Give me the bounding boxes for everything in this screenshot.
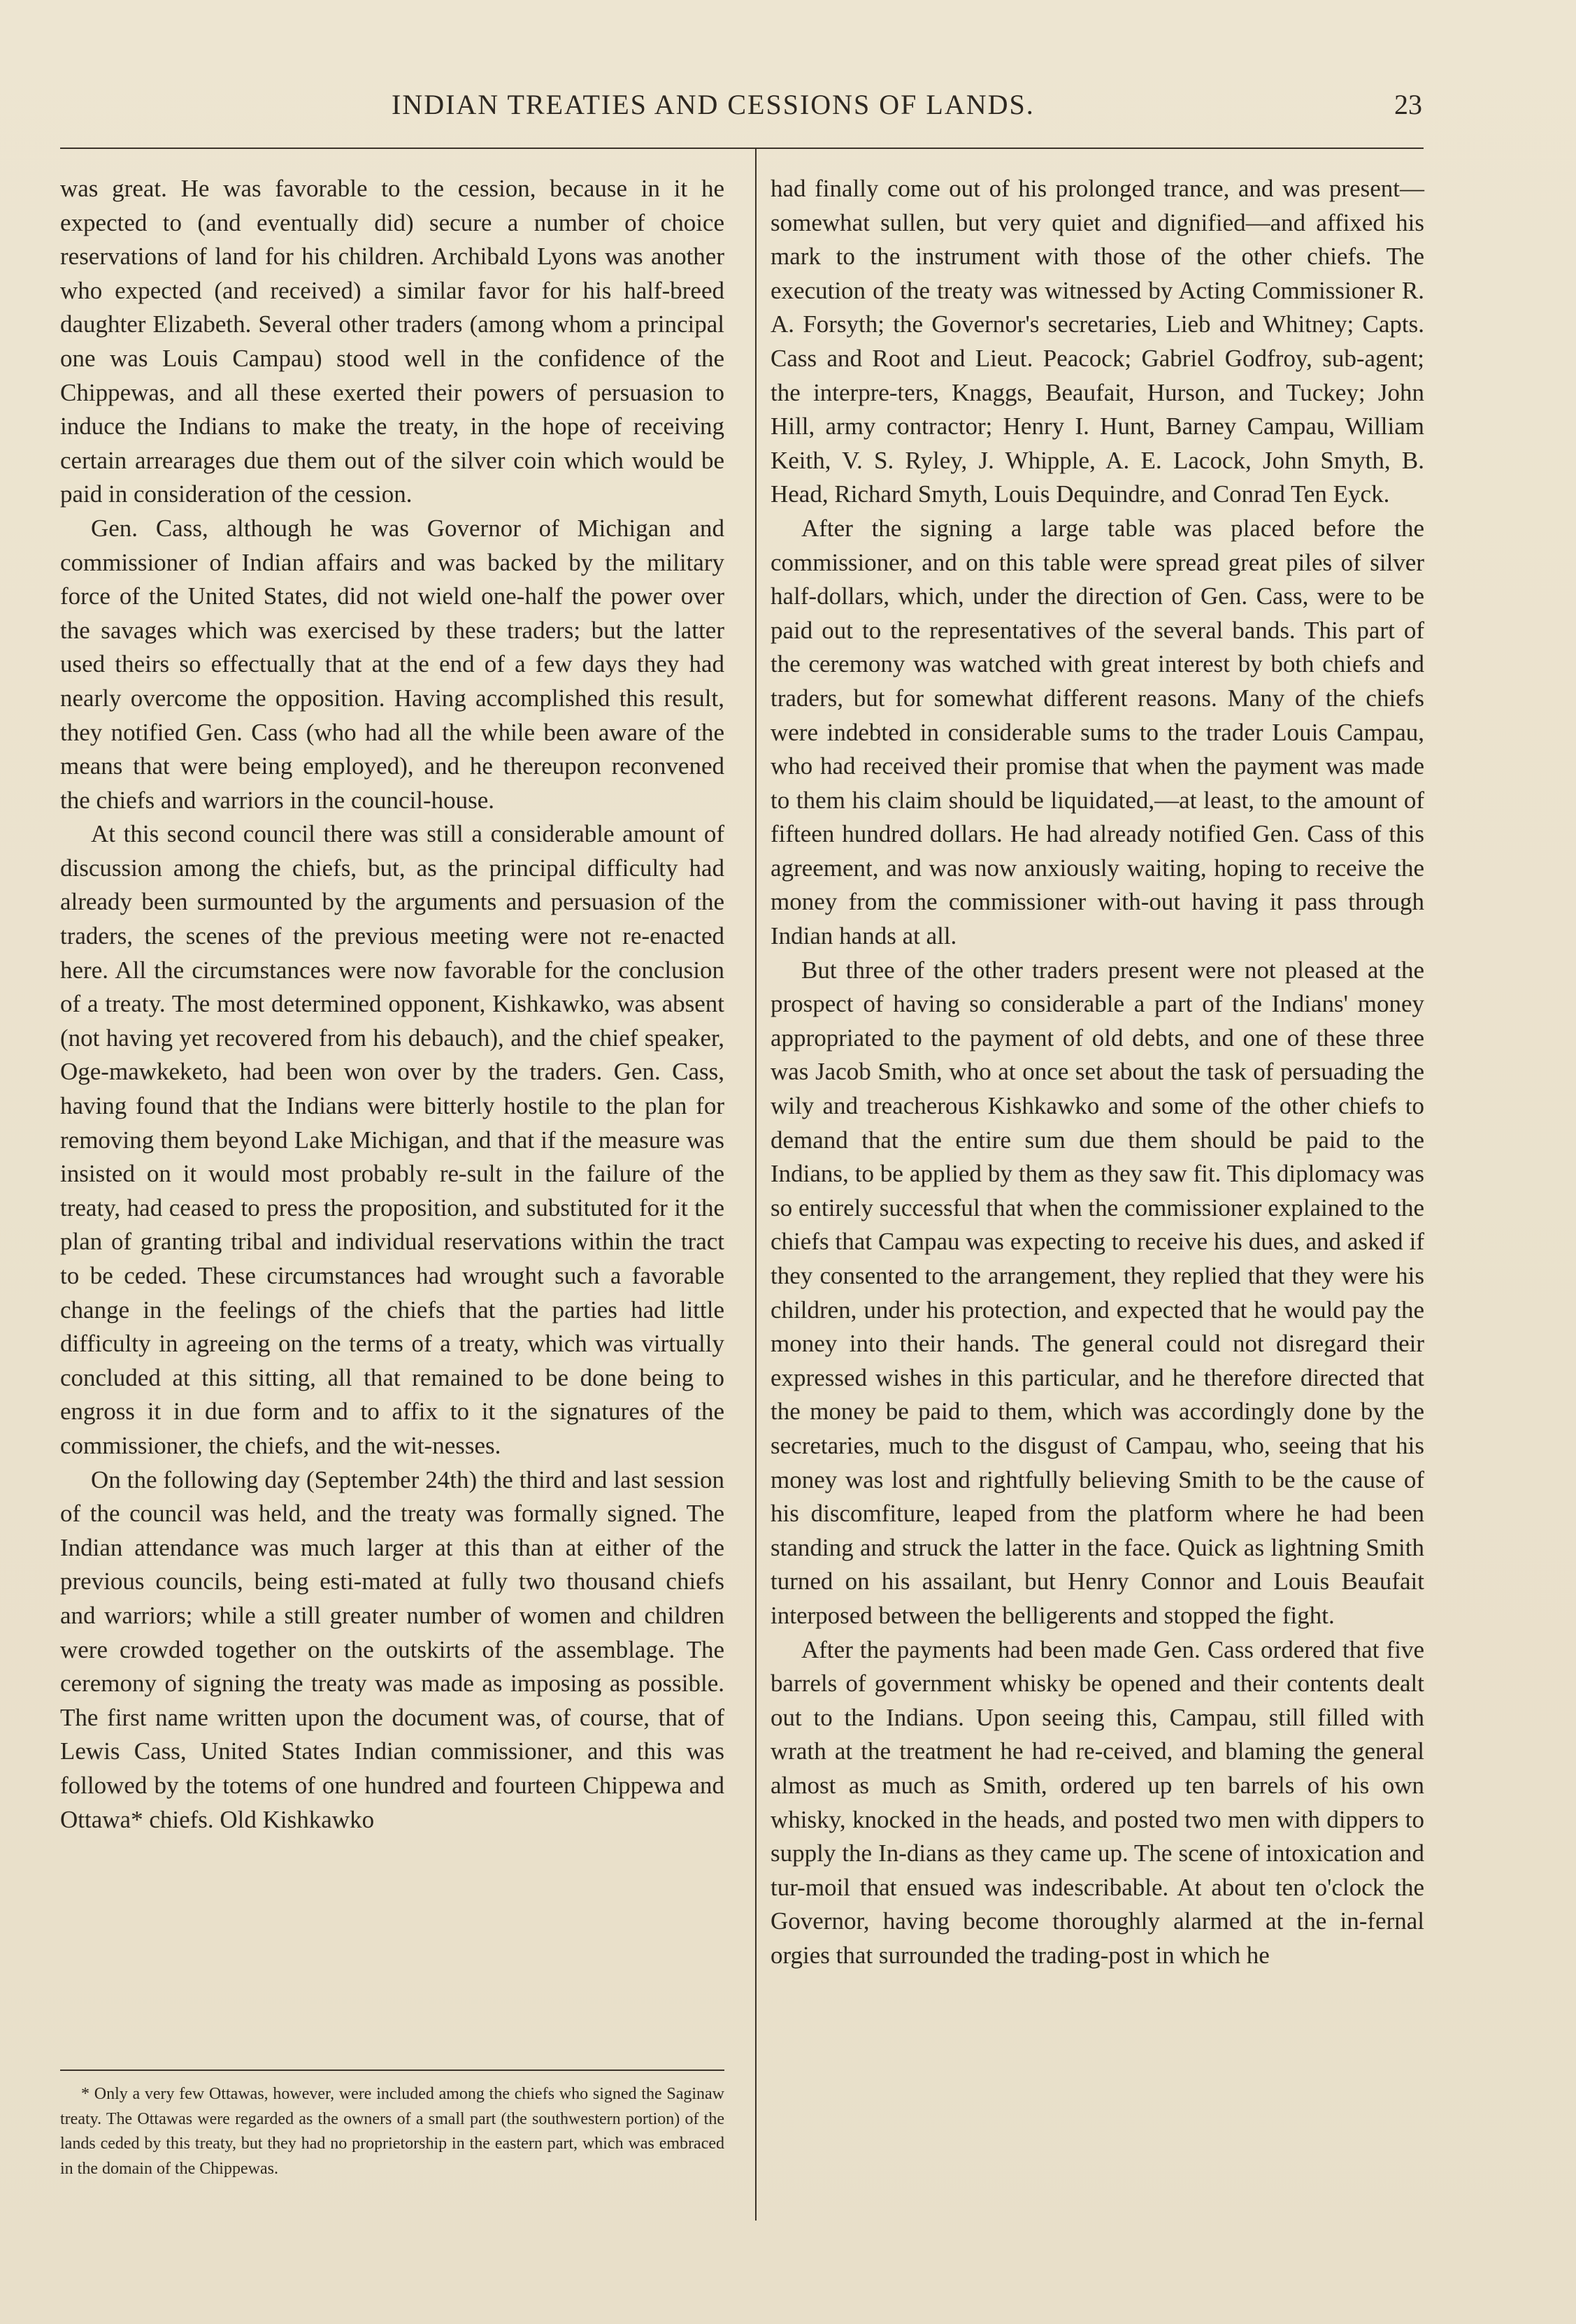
paragraph: At this second council there was still a considerable amount of discussion among the chiefs, but, as the principal difficulty had already been surmounted by the arguments and persuasion of the traders, the scenes of the previous meeting were not re-enacted here. All the circumstances were now favorable for the conclusion of a treaty. The most determined opponent, Kishkawko, was absent (not having yet recovered from his debauch), and the chief speaker, Oge-mawkeketo, had been won over by the traders. Gen. Cass, having found that the Indians were bitterly hostile to the plan for removing them beyond Lake Michigan, and that if the measure was insisted on it would most probably re-sult in the failure of the treaty, had ceased to press the proposition, and substituted for it the plan of granting tribal and individual reservations within the tract to be ceded. These circumstances had wrought such a favorable change in the feelings of the chiefs that the parties had little difficulty in agreeing on the terms of a treaty, which was virtually concluded at this sitting, all that remained to be done being to engross it in due form and to affix to it the signatures of the commissioner, the chiefs, and the wit-nesses. (60, 820, 724, 1459)
left-column (60, 172, 724, 1837)
paragraph: After the signing a large table was placed before the commissioner, and on this table were spread great piles of silver half-dollars, which, under the direction of Gen. Cass, were to be paid out to the representatives of the several bands. This part of the ceremony was watched with great interest by both chiefs and traders, but for somewhat different reasons. Many of the chiefs were indebted in considerable sums to the trader Louis Campau, who had received their promise that when the payment was made to them his claim should be liquidated,—at least, to the amount of fifteen hundred dollars. He had already notified Gen. Cass of this agreement, and was now anxiously waiting, hoping to receive the money from the commissioner with-out having it pass through Indian hands at all. (771, 514, 1424, 950)
paragraph: On the following day (September 24th) the third and last session of the council was held, and the treaty was formally signed. The Indian attendance was much larger at this than at either of the previous councils, being esti-mated at fully two thousand chiefs and warriors; while a still greater number of women and children were crowded together on the outskirts of the assemblage. The ceremony of signing the treaty was made as imposing as possible. The first name written upon the document was, of course, that of Lewis Cass, United States Indian commissioner, and this was followed by the totems of one hundred and fourteen Chippewa and Ottawa* chiefs. Old Kishkawko (60, 1465, 724, 1833)
running-head (0, 88, 1576, 130)
paragraph: After the payments had been made Gen. Cass ordered that five barrels of government whisky be opened and their contents dealt out to the Indians. Upon seeing this, Campau, still filled with wrath at the treatment he had re-ceived, and blaming the general almost as much as Smith, ordered up ten barrels of his own whisky, knocked in the heads, and posted two men with dippers to supply the In-dians as they came up. The scene of intoxication and tur-moil that ensued was indescribable. At about ten o'clock the Governor, having become thoroughly alarmed at the in-fernal orgies that surrounded the trading-post in which he (771, 1635, 1424, 1969)
paragraph: Gen. Cass, although he was Governor of Michigan and commissioner of Indian affairs and was backed by the military force of the United States, did not wield one-half the power over the savages which was exercised by these traders; but the latter used theirs so effectually that at the end of a few days they had nearly overcome the opposition. Having accomplished this result, they notified Gen. Cass (who had all the while been aware of the means that were being employed), and he thereupon reconvened the chiefs and warriors in the council-house. (60, 514, 724, 814)
paragraph: But three of the other traders present were not pleased at the prospect of having so considerable a part of the Indians' money appropriated to the payment of old debts, and one of these three was Jacob Smith, who at once set about the task of persuading the wily and treacherous Kishkawko and some of the other chiefs to demand that the entire sum due them should be paid to the Indians, to be applied by them as they saw fit. This diplomacy was so entirely successful that when the commissioner explained to the chiefs that Campau was expecting to receive his dues, and asked if they consented to the arrangement, they replied that they were his children, under his protection, and expected that he would pay the money into their hands. The general could not disregard their expressed wishes in this particular, and he therefore directed that the money be paid to them, which was accordingly done by the secretaries, much to the disgust of Campau, who, seeing that his money was lost and rightfully believing Smith to be the cause of his discomfiture, leaped from the platform where he had been standing and struck the latter in the face. Quick as lightning Smith turned on his assailant, but Henry Connor and Louis Beaufait interposed between the belligerents and stopped the fight. (771, 956, 1424, 1629)
footnote-text: * Only a very few Ottawas, however, were included among the chiefs who signed the Saginaw treaty. The Ottawas were regarded as the owners of a small part (the southwestern portion) of the lands ceded by this treaty, but they had no proprietorship in the eastern part, which was embraced in the domain of the Chippewas. (60, 2085, 724, 2178)
paragraph: had finally come out of his prolonged trance, and was present—somewhat sullen, but very quiet and dignified—and affixed his mark to the instrument with those of the other chiefs. The execution of the treaty was witnessed by Acting Commissioner R. A. Forsyth; the Governor's secretaries, Lieb and Whitney; Capts. Cass and Root and Lieut. Peacock; Gabriel Godfroy, sub-agent; the interpre-ters, Knaggs, Beaufait, Hurson, and Tuckey; John Hill, army contractor; Henry I. Hunt, Barney Campau, William Keith, V. S. Ryley, J. Whipple, A. E. Lacock, John Smyth, B. Head, Richard Smyth, Louis Dequindre, and Conrad Ten Eyck. (771, 175, 1424, 508)
footnote (60, 2082, 724, 2181)
footnote-rule (60, 2070, 724, 2071)
header-rule (60, 148, 1424, 149)
column-divider (755, 148, 757, 2221)
paragraph: was great. He was favorable to the cession, because in it he expected to (and eventually did) secure a number of choice reservations of land for his children. Archibald Lyons was another who expected (and received) a similar favor for his half-breed daughter Elizabeth. Several other traders (among whom a principal one was Louis Campau) stood well in the confidence of the Chippewas, and all these exerted their powers of persuasion to induce the Indians to make the treaty, in the hope of receiving certain arrearages due them out of the silver coin which would be paid in consideration of the cession. (60, 175, 724, 508)
running-title: INDIAN TREATIES AND CESSIONS OF LANDS. (392, 89, 1035, 120)
page-number: 23 (1394, 89, 1422, 120)
right-column (771, 172, 1424, 1972)
